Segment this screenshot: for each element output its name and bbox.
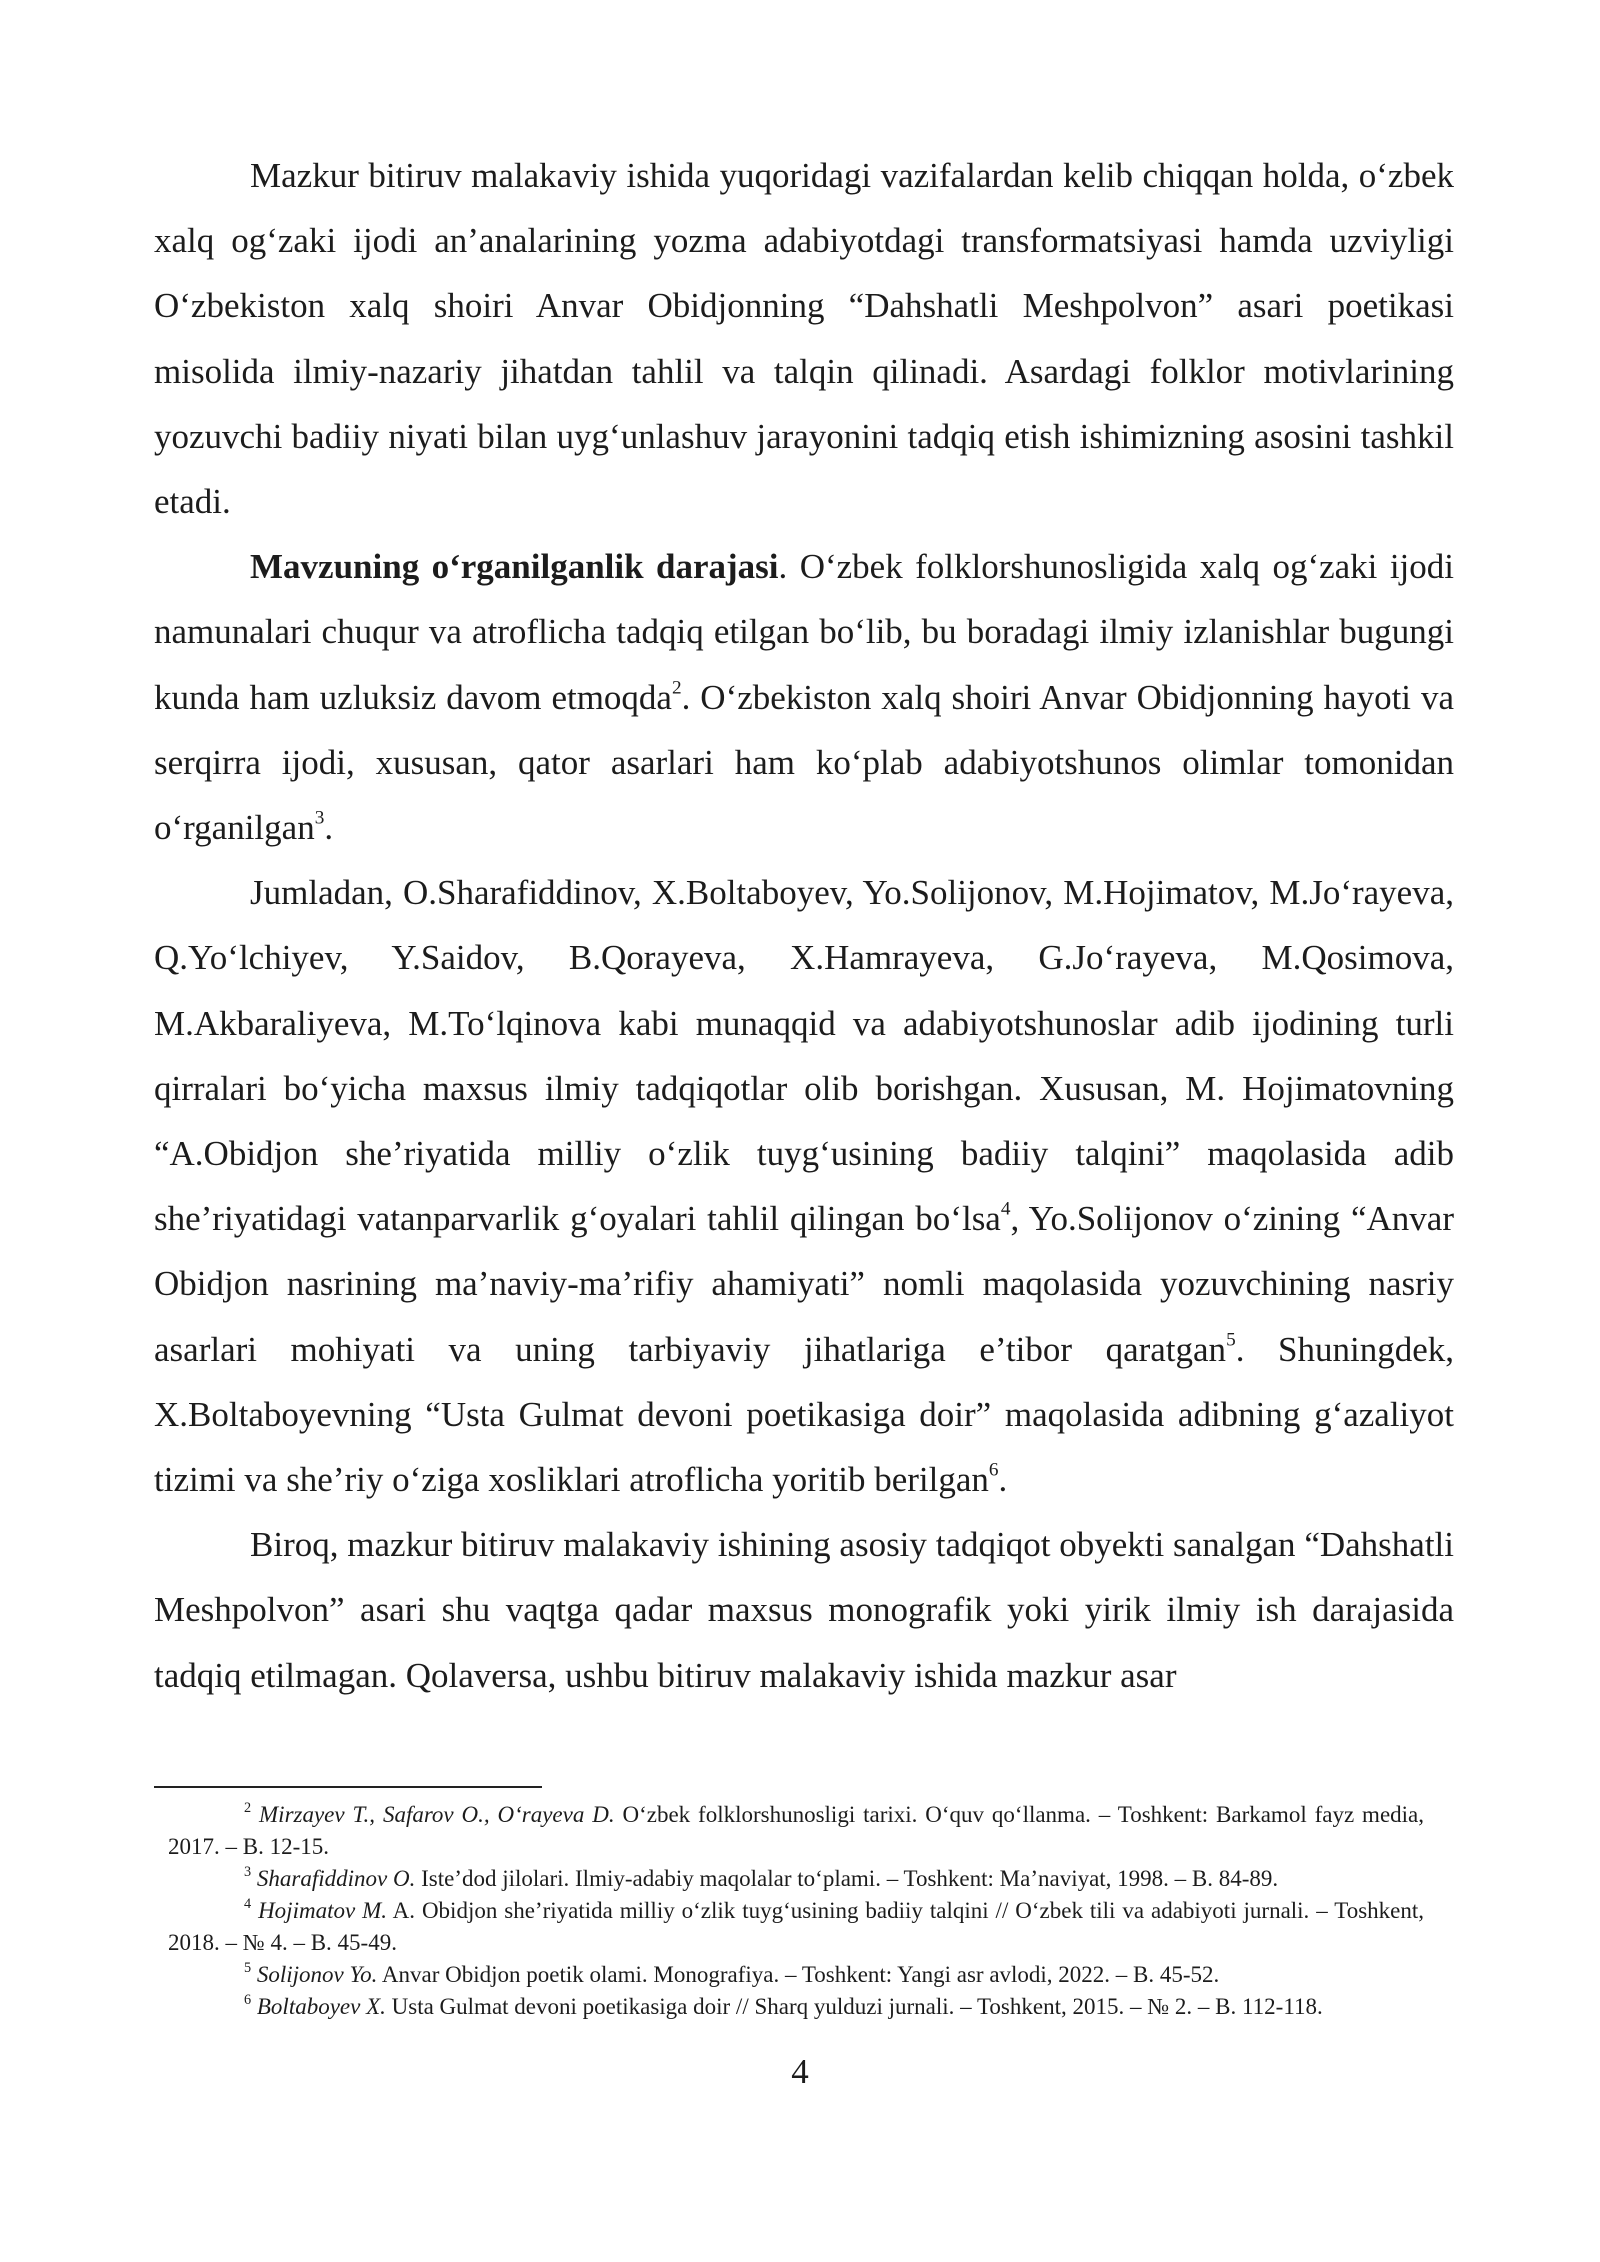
footnotes [168, 1799, 1424, 2023]
footnote-number: 5 [244, 1960, 252, 1977]
footnote-separator [154, 1786, 542, 1788]
footnote-ref-5[interactable]: 5 [1226, 1329, 1236, 1351]
footnote-ref-2[interactable]: 2 [671, 677, 682, 699]
paragraph-4-text: Biroq, mazkur bitiruv malakaviy ishining asosiy tadqiqot obyekti sanalgan “Dahshatli Meshpolvon” asari shu vaqtga qadar maxsus monografik yoki yirik ilmiy ish darajasida tadqiq etilmagan. Qolaversa, ushbu bitiruv malakaviy ishida mazkur asar [154, 1525, 1454, 1695]
footnote-ref-3[interactable]: 3 [314, 807, 325, 829]
section-heading-inline: Mavzuning o‘rganilganlik darajasi [250, 547, 779, 587]
footnote-text: Iste’dod jilolari. Ilmiy-adabiy maqolalar to‘plami. – Toshkent: Ma’naviyat, 1998. – B. 84-89. [415, 1866, 1279, 1891]
footnote-ref-4[interactable]: 4 [1000, 1198, 1011, 1220]
body-text [154, 143, 1454, 1708]
paragraph-3-text-1: Jumladan, O.Sharafiddinov, X.Boltaboyev, Yo.Solijonov, M.Hojimatov, M.Jo‘rayeva, Q.Yo‘lchiyev, Y.Saidov, B.Qorayeva, X.Hamrayeva, G.Jo‘rayeva, M.Qosimova, M.Akbaraliyeva, M.To‘lqinova kabi munaqqid va adabiyotshunoslar adib ijodining turli qirralari bo‘yicha maxsus ilmiy tadqiqotlar olib borishgan. Xususan, M. Hojimatovning “A.Obidjon she’riyatida milliy o‘zlik tuyg‘usining badiiy talqini” maqolasida adib she’riyatidagi vatanparvarlik g‘oyalari tahlil qilingan bo‘lsa [154, 873, 1454, 1239]
footnote-author: Boltaboyev X. [256, 1994, 386, 2019]
page-number: 4 [791, 2052, 809, 2091]
paragraph-1-text: Mazkur bitiruv malakaviy ishida yuqoridagi vazifalardan kelib chiqqan holda, o‘zbek xalq og‘zaki ijodi an’analarining yozma adabiyotdagi transformatsiyasi hamda uzviyligi O‘zbekiston xalq shoiri Anvar Obidjonning “Dahshatli Meshpolvon” asari poetikasi misolida ilmiy-nazariy jihatdan tahlil va talqin qilinadi. Asardagi folklor motivlarining yozuvchi badiiy niyati bilan uyg‘unlashuv jarayonini tadqiq etish ishimizning asosini tashkil etadi. [154, 156, 1454, 522]
footnote-text: Usta Gulmat devoni poetikasiga doir // Sharq yulduzi jurnali. – Toshkent, 2015. – № 2. – B. 112-118. [385, 1994, 1323, 2019]
footnote-ref-6[interactable]: 6 [988, 1459, 999, 1481]
footnote-item [168, 1863, 1424, 1895]
paragraph-2-text-1: . O‘zbek folklorshunosligida xalq og‘zaki ijodi namunalari chuqur va atroflicha tadqiq etilgan bo‘lib, bu boradagi ilmiy izlanishlar bugungi kunda ham uzluksiz davom etmoqda [154, 547, 1455, 717]
footnote-text: O‘zbek folklorshunosligi tarixi. O‘quv qo‘llanma. – Toshkent: Barkamol fayz media, 2017. – B. 12-15. [168, 1802, 1425, 1859]
footnote-item [168, 1959, 1424, 1991]
paragraph-3-text-3: . Shuningdek, X.Boltaboyevning “Usta Gulmat devoni poetikasiga doir” maqolasida adibning g‘azaliyot tizimi va she’riy o‘ziga xosliklari atroflicha yoritib berilgan [154, 1329, 1454, 1500]
footnote-text: A. Obidjon she’riyatida milliy o‘zlik tuyg‘usining badiiy talqini // O‘zbek tili va adabiyoti jurnali. – Toshkent, 2018. – № 4. – B. 45-49. [168, 1898, 1424, 1955]
footnote-text: Anvar Obidjon poetik olami. Monografiya. – Toshkent: Yangi asr avlodi, 2022. – B. 45-52. [377, 1962, 1220, 1987]
footnote-number: 4 [244, 1896, 252, 1913]
paragraph-3-text-2: , Yo.Solijonov o‘zining “Anvar Obidjon nasrining ma’naviy-ma’rifiy ahamiyati” nomli maqolasida yozuvchining nasriy asarlari mohiyati va uning tarbiyaviy jihatlariga e’tibor qaratgan [154, 1199, 1454, 1369]
paragraph-2 [154, 534, 1454, 860]
paragraph-2-text-2: . O‘zbekiston xalq shoiri Anvar Obidjonning hayoti va serqirra ijodi, xususan, qator asarlari ham ko‘plab adabiyotshunos olimlar tomonidan o‘rganilgan [154, 677, 1454, 848]
footnote-item [168, 1895, 1424, 1959]
footnote-author: Solijonov Yo. [256, 1962, 378, 1987]
footnote-item [168, 1991, 1424, 2023]
paragraph-1 [154, 143, 1454, 534]
footnote-item [168, 1799, 1424, 1863]
footnote-author: Mirzayev T., Safarov O., O‘rayeva D. [259, 1802, 615, 1827]
paragraph-3 [154, 860, 1454, 1512]
footnote-number: 2 [244, 1800, 252, 1817]
paragraph-2-text-3: . [324, 808, 334, 848]
paragraph-4 [154, 1512, 1454, 1708]
footnote-author: Hojimatov M. [258, 1898, 387, 1923]
footnote-number: 3 [244, 1864, 252, 1881]
footnote-author: Sharafiddinov O. [256, 1866, 416, 1891]
paragraph-3-text-4: . [998, 1460, 1008, 1500]
footnote-number: 6 [244, 1992, 252, 2009]
